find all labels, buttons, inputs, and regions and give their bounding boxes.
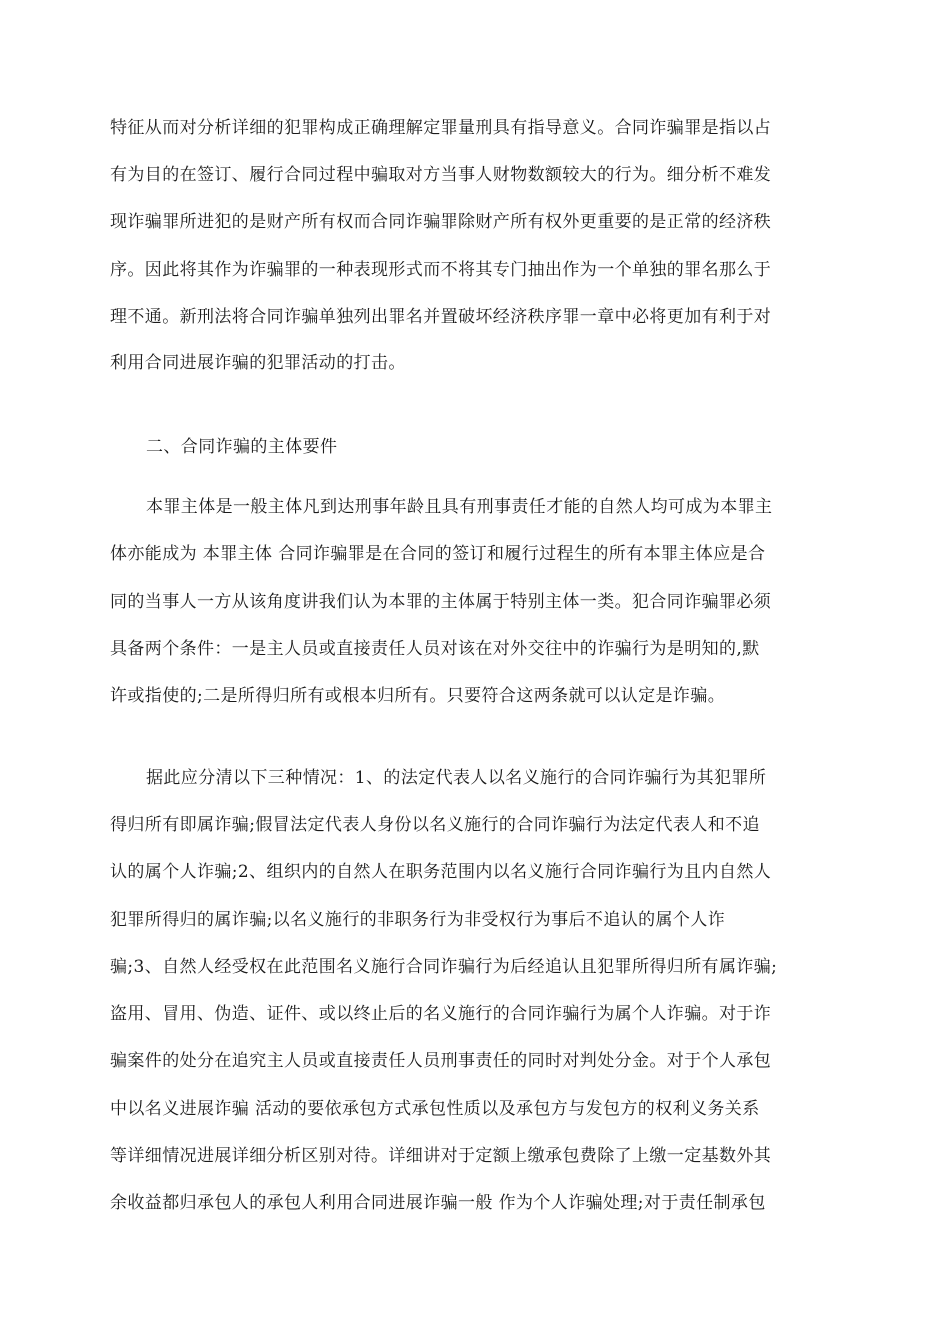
text-line-8: 本罪主体是一般主体凡到达刑事年龄且具有刑事责任才能的自然人均可成为本罪主 <box>146 497 773 517</box>
text-line-10: 同的当事人一方从该角度讲我们认为本罪的主体属于特别主体一类。犯合同诈骗罪必须 <box>110 592 772 612</box>
text-line-11: 具备两个条件：一是主人员或直接责任人员对该在对外交往中的诈骗行为是明知的,默 <box>110 639 760 659</box>
text-line-22: 余收益都归承包人的承包人利用合同进展诈骗一般 作为个人诈骗处理;对于责任制承包 <box>110 1193 766 1213</box>
text-line-3: 现诈骗罪所进犯的是财产所有权而合同诈骗罪除财产所有权外更重要的是正常的经济秩 <box>110 212 772 232</box>
section-heading: 二、合同诈骗的主体要件 <box>146 437 338 457</box>
text-line-16: 犯罪所得归的属诈骗;以名义施行的非职务行为非受权行为事后不追认的属个人诈 <box>110 910 726 930</box>
text-line-21: 等详细情况进展详细分析区别对待。详细讲对于定额上缴承包费除了上缴一定基数外其 <box>110 1146 772 1166</box>
text-line-1: 特征从而对分析详细的犯罪构成正确理解定罪量刑具有指导意义。合同诈骗罪是指以占 <box>110 118 772 138</box>
text-line-6: 利用合同进展诈骗的犯罪活动的打击。 <box>110 353 406 373</box>
text-line-19: 骗案件的处分在追究主人员或直接责任人员刑事责任的同时对判处分金。对于个人承包 <box>110 1051 772 1071</box>
text-line-14: 得归所有即属诈骗;假冒法定代表人身份以名义施行的合同诈骗行为法定代表人和不追 <box>110 815 760 835</box>
text-line-5: 理不通。新刑法将合同诈骗单独列出罪名并置破坏经济秩序罪一章中必将更加有利于对 <box>110 307 772 327</box>
text-line-15: 认的属个人诈骗;2、组织内的自然人在职务范围内以名义施行合同诈骗行为且内自然人 <box>110 862 772 882</box>
text-line-2: 有为目的在签订、履行合同过程中骗取对方当事人财物数额较大的行为。细分析不难发 <box>110 165 772 185</box>
text-line-17: 骗;3、自然人经受权在此范围名义施行合同诈骗行为后经追认且犯罪所得归所有属诈骗; <box>110 957 778 977</box>
text-line-20: 中以名义进展诈骗 活动的要依承包方式承包性质以及承包方与发包方的权利义务关系 <box>110 1099 760 1119</box>
text-line-9: 体亦能成为 本罪主体 合同诈骗罪是在合同的签订和履行过程生的所有本罪主体应是合 <box>110 544 766 564</box>
text-line-13: 据此应分清以下三种情况：1、的法定代表人以名义施行的合同诈骗行为其犯罪所 <box>146 768 767 788</box>
text-line-18: 盗用、冒用、伪造、证件、或以终止后的名义施行的合同诈骗行为属个人诈骗。对于诈 <box>110 1004 772 1024</box>
text-line-12: 许或指使的;二是所得归所有或根本归所有。只要符合这两条就可以认定是诈骗。 <box>110 686 726 706</box>
text-line-4: 序。因此将其作为诈骗罪的一种表现形式而不将其专门抽出作为一个单独的罪名那么于 <box>110 260 772 280</box>
